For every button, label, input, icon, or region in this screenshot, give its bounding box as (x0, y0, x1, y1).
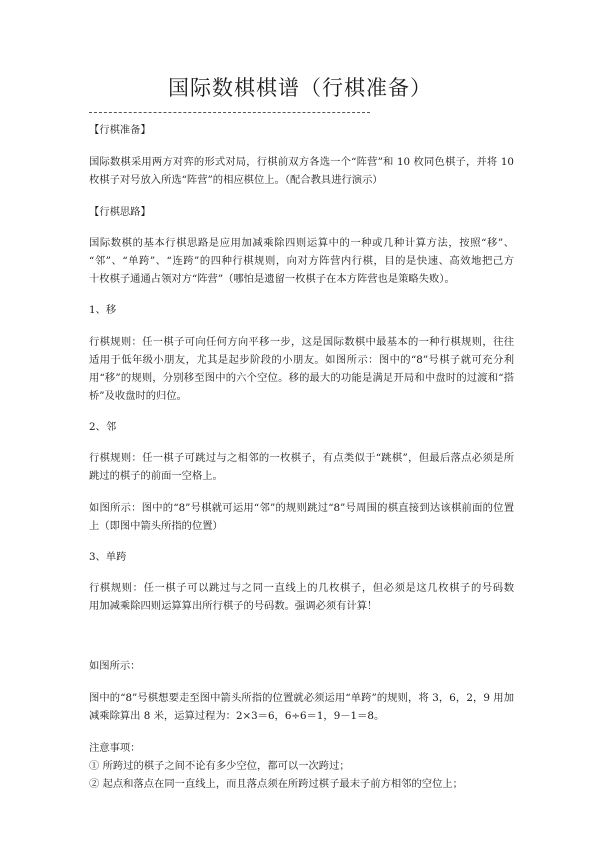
paragraph-line: “邻”、“单跨”、“连跨”的四种行棋规则，向对方阵营内行棋，目的是快速、高效地把己方 (89, 255, 514, 267)
paragraph-line: 适用于低年级小朋友，尤其是起步阶段的小朋友。如图所示：图中的“8”号棋子就可充分利 (89, 354, 514, 366)
section-heading-single-span: 3、单跨 (89, 551, 127, 563)
section-heading-adjacent: 2、邻 (89, 421, 117, 433)
paragraph-line: 上（即图中箭头所指的位置） (89, 520, 223, 532)
title-divider (89, 112, 370, 113)
section-heading-strategy: 【行棋思路】 (89, 206, 151, 218)
section-heading-preparation: 【行棋准备】 (89, 124, 151, 136)
paragraph-line: 用“移”的规则，分别移至图中的六个空位。移的最大的功能是满足开局和中盘时的过渡和“搭 (89, 372, 514, 384)
paragraph-line: 行棋规则：任一棋子可向任何方向平移一步，这是国际数棋中最基本的一种行棋规则，往往 (89, 336, 514, 348)
paragraph-line: 图中的“8”号棋想要走至图中箭头所指的位置就必须运用“单跨”的规则，将 3，6，2，9 用加 (89, 692, 514, 704)
paragraph-line: 枚棋子对号放入所选“阵营”的相应棋位上。（配合教具进行演示） (89, 174, 383, 186)
paragraph-line: 如图所示：图中的“8”号棋就可运用“邻”的规则跳过“8”号周围的棋直接到达该棋前面的位置 (89, 502, 514, 514)
note-item: ② 起点和落点在同一直线上，而且落点须在所跨过棋子最末子前方相邻的空位上； (89, 778, 463, 790)
notes-heading: 注意事项： (89, 742, 141, 754)
paragraph-line: 减乘除算出 8 米，运算过程为：2×3＝6，6÷6＝1，9－1＝8。 (89, 710, 385, 722)
paragraph-line: 行棋规则：任一棋子可以跳过与之同一直线上的几枚棋子，但必须是这几枚棋子的号码数 (89, 582, 514, 594)
page-title: 国际数棋棋谱（行棋准备） (168, 76, 432, 100)
paragraph-line: 如图所示： (89, 660, 141, 672)
paragraph-line: 桥”及收盘时的归位。 (89, 390, 187, 402)
paragraph-line: 行棋规则：任一棋子可跳过与之相邻的一枚棋子，有点类似于“跳棋”，但最后落点必须是所 (89, 452, 514, 464)
note-item: ① 所跨过的棋子之间不论有多少空位，都可以一次跨过； (89, 760, 350, 772)
paragraph-line: 十枚棋子通通占领对方“阵营”（哪怕是遗留一枚棋子在本方阵营也是策略失败）。 (89, 273, 455, 285)
paragraph-line: 国际数棋的基本行棋思路是应用加减乘除四则运算中的一种或几种计算方法，按照“移”、 (89, 237, 514, 249)
paragraph-line: 用加减乘除四则运算算出所行棋子的号码数。强调必须有计算！ (89, 600, 378, 612)
paragraph-line: 国际数棋采用两方对弈的形式对局，行棋前双方各选一个“阵营”和 10 枚同色棋子，并将 10 (89, 156, 514, 168)
paragraph-line: 跳过的棋子的前面一空格上。 (89, 470, 223, 482)
section-heading-move: 1、移 (89, 304, 117, 316)
